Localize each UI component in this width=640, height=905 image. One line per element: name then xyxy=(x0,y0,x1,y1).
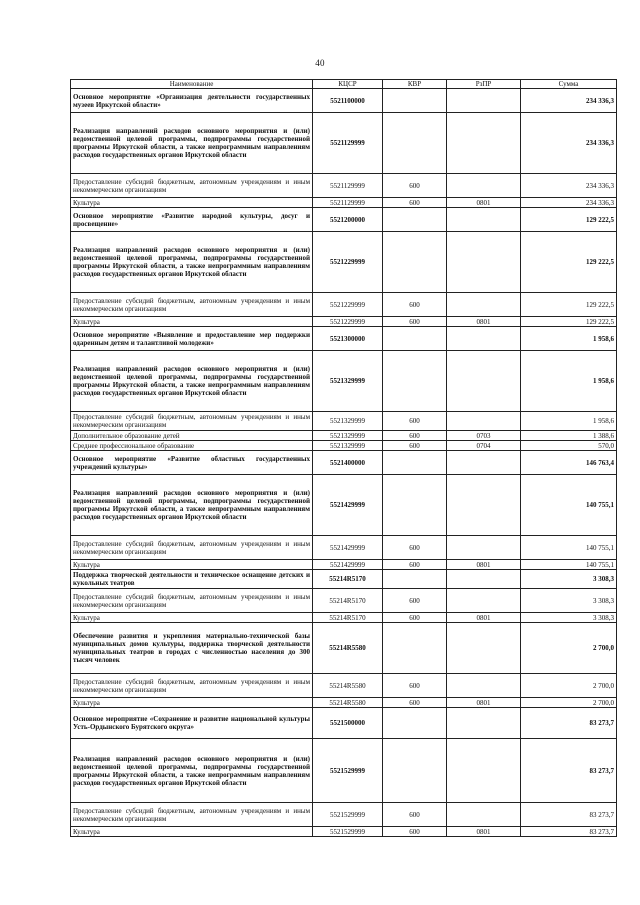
table-row xyxy=(71,441,617,451)
cell-kcsr: 5521329999 xyxy=(313,351,383,412)
cell-kcsr: 5521400000 xyxy=(313,451,383,475)
cell-kvr xyxy=(383,708,447,739)
cell-name: Основное мероприятие «Выявление и предоставление мер поддержки одаренным детям и талантливой молодежи» xyxy=(71,327,313,351)
cell-name: Реализация направлений расходов основного мероприятия и (или) ведомственной целевой программы, подпрограммы государственной программы Иркутской области, а также непрограммным направлениям расходов государственных органов Иркутской области xyxy=(71,475,313,536)
cell-name: Дополнительное образование детей xyxy=(71,431,313,441)
cell-kvr: 600 xyxy=(383,803,447,827)
cell-sum: 2 700,0 xyxy=(521,674,617,698)
table-row xyxy=(71,560,617,570)
header-kvr: КВР xyxy=(383,80,447,89)
table-row xyxy=(71,674,617,698)
table-row xyxy=(71,174,617,198)
cell-rzpr xyxy=(447,412,521,431)
cell-name: Основное мероприятие «Развитие народной культуры, досуг и просвещение» xyxy=(71,208,313,232)
cell-rzpr: 0703 xyxy=(447,431,521,441)
cell-kvr xyxy=(383,351,447,412)
table-row xyxy=(71,536,617,560)
cell-name: Обеспечение развития и укрепления материально-технической базы муниципальных домов культуры, поддержка творческой деятельности муниципальных театров в городах с численностью населения до 300 тысяч человек xyxy=(71,623,313,674)
table-row xyxy=(71,412,617,431)
cell-rzpr xyxy=(447,708,521,739)
cell-kcsr: 5521329999 xyxy=(313,412,383,431)
page-number: 40 xyxy=(315,58,325,68)
cell-kvr: 600 xyxy=(383,431,447,441)
cell-name: Основное мероприятие «Сохранение и развитие национальной культуры Усть-Ордынского Бурятского округа» xyxy=(71,708,313,739)
cell-sum: 140 755,1 xyxy=(521,560,617,570)
cell-kvr: 600 xyxy=(383,293,447,317)
table-row xyxy=(71,317,617,327)
cell-kcsr: 5521429999 xyxy=(313,475,383,536)
cell-rzpr xyxy=(447,451,521,475)
cell-kvr xyxy=(383,232,447,293)
header-kcsr: КЦСР xyxy=(313,80,383,89)
cell-rzpr: 0801 xyxy=(447,827,521,837)
cell-rzpr xyxy=(447,803,521,827)
cell-sum: 234 336,3 xyxy=(521,89,617,113)
cell-name: Предоставление субсидий бюджетным, автономным учреждениям и иным некоммерческим организациям xyxy=(71,803,313,827)
table-row xyxy=(71,827,617,837)
cell-sum: 83 273,7 xyxy=(521,803,617,827)
cell-kvr: 600 xyxy=(383,560,447,570)
cell-sum: 1 958,6 xyxy=(521,412,617,431)
cell-kcsr: 55214R5580 xyxy=(313,623,383,674)
cell-kvr xyxy=(383,739,447,803)
table-body xyxy=(71,89,617,837)
cell-rzpr: 0801 xyxy=(447,613,521,623)
cell-name: Предоставление субсидий бюджетным, автономным учреждениям и иным некоммерческим организациям xyxy=(71,174,313,198)
cell-name: Реализация направлений расходов основного мероприятия и (или) ведомственной целевой программы, подпрограммы государственной программы Иркутской области, а также непрограммным направлениям расходов государственных органов Иркутской области xyxy=(71,113,313,174)
cell-kvr xyxy=(383,475,447,536)
table-row xyxy=(71,232,617,293)
table-row xyxy=(71,570,617,589)
table-row xyxy=(71,113,617,174)
table-row xyxy=(71,803,617,827)
cell-sum: 1 958,6 xyxy=(521,351,617,412)
cell-kvr: 600 xyxy=(383,827,447,837)
cell-rzpr xyxy=(447,113,521,174)
cell-name: Культура xyxy=(71,698,313,708)
table-row xyxy=(71,475,617,536)
table-row xyxy=(71,739,617,803)
cell-kcsr: 5521329999 xyxy=(313,431,383,441)
cell-kvr: 600 xyxy=(383,198,447,208)
cell-sum: 140 755,1 xyxy=(521,475,617,536)
cell-kvr xyxy=(383,327,447,351)
cell-kcsr: 5521300000 xyxy=(313,327,383,351)
cell-sum: 83 273,7 xyxy=(521,827,617,837)
cell-kcsr: 5521529999 xyxy=(313,739,383,803)
cell-kcsr: 5521100000 xyxy=(313,89,383,113)
cell-rzpr: 0704 xyxy=(447,441,521,451)
cell-name: Предоставление субсидий бюджетным, автономным учреждениям и иным некоммерческим организациям xyxy=(71,674,313,698)
cell-sum: 1 958,6 xyxy=(521,327,617,351)
cell-kcsr: 55214R5580 xyxy=(313,698,383,708)
cell-kcsr: 5521500000 xyxy=(313,708,383,739)
cell-name: Культура xyxy=(71,198,313,208)
cell-rzpr xyxy=(447,536,521,560)
cell-kvr: 600 xyxy=(383,589,447,613)
cell-sum: 129 222,5 xyxy=(521,232,617,293)
cell-name: Предоставление субсидий бюджетным, автономным учреждениям и иным некоммерческим организациям xyxy=(71,536,313,560)
cell-rzpr xyxy=(447,89,521,113)
cell-kcsr: 5521129999 xyxy=(313,174,383,198)
cell-kcsr: 5521429999 xyxy=(313,536,383,560)
table-row xyxy=(71,198,617,208)
cell-kcsr: 55214R5170 xyxy=(313,570,383,589)
cell-sum: 2 700,0 xyxy=(521,623,617,674)
cell-kvr: 600 xyxy=(383,536,447,560)
cell-kvr xyxy=(383,113,447,174)
cell-sum: 1 388,6 xyxy=(521,431,617,441)
cell-rzpr xyxy=(447,739,521,803)
table-row xyxy=(71,589,617,613)
cell-kvr: 600 xyxy=(383,412,447,431)
cell-name: Реализация направлений расходов основного мероприятия и (или) ведомственной целевой программы, подпрограммы государственной программы Иркутской области, а также непрограммным направлениям расходов государственных органов Иркутской области xyxy=(71,351,313,412)
cell-name: Предоставление субсидий бюджетным, автономным учреждениям и иным некоммерческим организациям xyxy=(71,293,313,317)
cell-rzpr xyxy=(447,674,521,698)
table-row xyxy=(71,293,617,317)
cell-name: Культура xyxy=(71,317,313,327)
cell-kcsr: 5521529999 xyxy=(313,803,383,827)
cell-sum: 129 222,5 xyxy=(521,293,617,317)
cell-name: Культура xyxy=(71,560,313,570)
cell-sum: 83 273,7 xyxy=(521,739,617,803)
cell-sum: 3 308,3 xyxy=(521,570,617,589)
table-row xyxy=(71,708,617,739)
cell-name: Предоставление субсидий бюджетным, автономным учреждениям и иным некоммерческим организациям xyxy=(71,589,313,613)
budget-table xyxy=(70,79,617,837)
table-row xyxy=(71,208,617,232)
cell-rzpr xyxy=(447,327,521,351)
cell-rzpr xyxy=(447,351,521,412)
cell-rzpr: 0801 xyxy=(447,698,521,708)
cell-name: Реализация направлений расходов основного мероприятия и (или) ведомственной целевой программы, подпрограммы государственной программы Иркутской области, а также непрограммным направлениям расходов государственных органов Иркутской области xyxy=(71,232,313,293)
header-rzpr: РзПР xyxy=(447,80,521,89)
table-row xyxy=(71,327,617,351)
table-row xyxy=(71,89,617,113)
cell-kvr xyxy=(383,208,447,232)
cell-kcsr: 55214R5580 xyxy=(313,674,383,698)
cell-kcsr: 5521229999 xyxy=(313,232,383,293)
cell-name: Культура xyxy=(71,613,313,623)
cell-rzpr xyxy=(447,293,521,317)
cell-rzpr xyxy=(447,232,521,293)
cell-sum: 83 273,7 xyxy=(521,708,617,739)
cell-rzpr xyxy=(447,208,521,232)
cell-kvr: 600 xyxy=(383,674,447,698)
cell-kvr: 600 xyxy=(383,698,447,708)
cell-sum: 2 700,0 xyxy=(521,698,617,708)
cell-kcsr: 5521329999 xyxy=(313,441,383,451)
cell-kvr xyxy=(383,89,447,113)
cell-kvr xyxy=(383,451,447,475)
cell-name: Среднее профессиональное образование xyxy=(71,441,313,451)
cell-rzpr xyxy=(447,589,521,613)
cell-sum: 234 336,3 xyxy=(521,113,617,174)
cell-kvr: 600 xyxy=(383,441,447,451)
table-row xyxy=(71,613,617,623)
cell-sum: 129 222,5 xyxy=(521,317,617,327)
cell-kcsr: 5521229999 xyxy=(313,317,383,327)
cell-kcsr: 5521229999 xyxy=(313,293,383,317)
cell-name: Предоставление субсидий бюджетным, автономным учреждениям и иным некоммерческим организациям xyxy=(71,412,313,431)
cell-rzpr: 0801 xyxy=(447,560,521,570)
cell-sum: 234 336,3 xyxy=(521,198,617,208)
cell-kcsr: 5521200000 xyxy=(313,208,383,232)
cell-rzpr xyxy=(447,174,521,198)
cell-sum: 3 308,3 xyxy=(521,589,617,613)
cell-kcsr: 5521129999 xyxy=(313,198,383,208)
cell-kvr: 600 xyxy=(383,317,447,327)
cell-sum: 570,0 xyxy=(521,441,617,451)
cell-rzpr xyxy=(447,570,521,589)
cell-rzpr: 0801 xyxy=(447,317,521,327)
cell-name: Поддержка творческой деятельности и техническое оснащение детских и кукольных театров xyxy=(71,570,313,589)
cell-kcsr: 55214R5170 xyxy=(313,613,383,623)
header-sum: Сумма xyxy=(521,80,617,89)
cell-name: Основное мероприятие «Организация деятельности государственных музеев Иркутской области» xyxy=(71,89,313,113)
table-row xyxy=(71,698,617,708)
cell-sum: 3 308,3 xyxy=(521,613,617,623)
cell-kcsr: 5521129999 xyxy=(313,113,383,174)
cell-sum: 146 763,4 xyxy=(521,451,617,475)
table-row xyxy=(71,451,617,475)
cell-kcsr: 55214R5170 xyxy=(313,589,383,613)
cell-rzpr xyxy=(447,623,521,674)
cell-rzpr xyxy=(447,475,521,536)
header-name: Наименование xyxy=(71,80,313,89)
cell-kvr: 600 xyxy=(383,174,447,198)
cell-kvr xyxy=(383,570,447,589)
cell-kcsr: 5521529999 xyxy=(313,827,383,837)
cell-sum: 129 222,5 xyxy=(521,208,617,232)
table-row xyxy=(71,623,617,674)
table-row xyxy=(71,351,617,412)
cell-kcsr: 5521429999 xyxy=(313,560,383,570)
table-header xyxy=(71,80,617,89)
table-row xyxy=(71,431,617,441)
cell-sum: 140 755,1 xyxy=(521,536,617,560)
cell-name: Реализация направлений расходов основного мероприятия и (или) ведомственной целевой программы, подпрограммы государственной программы Иркутской области, а также непрограммным направлениям расходов государственных органов Иркутской области xyxy=(71,739,313,803)
cell-rzpr: 0801 xyxy=(447,198,521,208)
cell-name: Культура xyxy=(71,827,313,837)
cell-kvr xyxy=(383,623,447,674)
cell-sum: 234 336,3 xyxy=(521,174,617,198)
cell-kvr: 600 xyxy=(383,613,447,623)
cell-name: Основное мероприятие «Развитие областных государственных учреждений культуры» xyxy=(71,451,313,475)
